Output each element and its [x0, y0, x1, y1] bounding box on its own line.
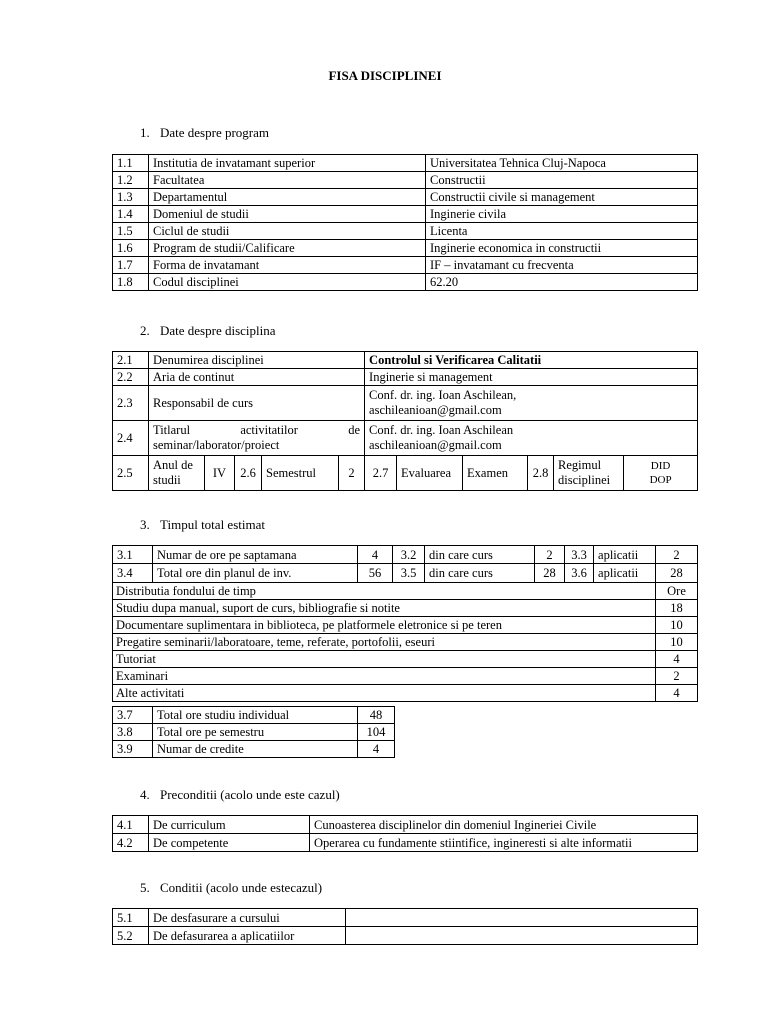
- row-id: 3.1: [113, 546, 153, 564]
- table-row: [113, 274, 698, 291]
- row-label: din care curs: [425, 564, 535, 583]
- row-value: [346, 909, 698, 927]
- table-row: [113, 257, 698, 274]
- row-label: Numar de ore pe saptamana: [153, 546, 358, 564]
- row-value: IF – invatamant cu frecventa: [426, 257, 698, 274]
- preconditions-table: [112, 815, 698, 852]
- table-row: [113, 421, 698, 456]
- row-id: 3.5: [393, 564, 425, 583]
- label-line: seminar/laborator/proiect: [153, 438, 280, 452]
- table-row: [113, 927, 698, 945]
- row-label: Program de studii/Calificare: [149, 240, 426, 257]
- seminar-holder: [365, 421, 698, 456]
- row-id: 3.8: [113, 724, 153, 741]
- evaluation-label: Evaluarea: [397, 456, 463, 491]
- table-row: [113, 724, 395, 741]
- course-lecturer: [365, 386, 698, 421]
- program-table: [112, 154, 698, 291]
- row-id: 3.3: [565, 546, 594, 564]
- row-value: Constructii civile si management: [426, 189, 698, 206]
- row-id: 4.2: [113, 834, 149, 852]
- row-id: 1.6: [113, 240, 149, 257]
- row-label: Numar de credite: [153, 741, 358, 758]
- section-1-heading: [140, 125, 269, 141]
- table-row: [113, 707, 395, 724]
- section-number: 3.: [140, 517, 150, 532]
- row-label: aplicatii: [594, 546, 656, 564]
- section-5-heading: [140, 880, 322, 896]
- conditions-table: [112, 908, 698, 945]
- row-id: 2.8: [528, 456, 554, 491]
- row-value: Cunoasterea disciplinelor din domeniul Ingineriei Civile: [310, 816, 698, 834]
- row-value: 62.20: [426, 274, 698, 291]
- section-number: 2.: [140, 323, 150, 338]
- label-line: disciplinei: [558, 473, 611, 487]
- row-label: Denumirea disciplinei: [149, 352, 365, 369]
- distribution-unit: Ore: [656, 583, 698, 600]
- row-id: 3.2: [393, 546, 425, 564]
- table-row: [113, 386, 698, 421]
- row-label: Total ore studiu individual: [153, 707, 358, 724]
- holder-name: Conf. dr. ing. Ioan Aschilean: [369, 423, 514, 437]
- year-value: IV: [205, 456, 235, 491]
- row-label: aplicatii: [594, 564, 656, 583]
- section-title: Preconditii (acolo unde este cazul): [160, 787, 340, 802]
- semester-label: Semestrul: [262, 456, 339, 491]
- distribution-item-hours: 4: [656, 685, 698, 702]
- table-row: [113, 583, 698, 600]
- row-value: Inginerie civila: [426, 206, 698, 223]
- label-line: studii: [153, 473, 181, 487]
- row-label: Institutia de invatamant superior: [149, 155, 426, 172]
- row-label: De defasurarea a aplicatiilor: [149, 927, 346, 945]
- regime-value-line: DID: [650, 460, 671, 472]
- distribution-item-label: Examinari: [113, 668, 656, 685]
- section-number: 4.: [140, 787, 150, 802]
- table-row: [113, 546, 698, 564]
- section-title: Date despre disciplina: [160, 323, 276, 338]
- row-value: 2: [535, 546, 565, 564]
- table-row: [113, 564, 698, 583]
- row-id: 5.2: [113, 927, 149, 945]
- table-row: [113, 634, 698, 651]
- table-row: [113, 741, 395, 758]
- table-row: [113, 668, 698, 685]
- table-row: [113, 369, 698, 386]
- row-value: [346, 927, 698, 945]
- row-value: 2: [656, 546, 698, 564]
- row-value: Inginerie si management: [365, 369, 698, 386]
- section-number: 5.: [140, 880, 150, 895]
- row-id: 1.7: [113, 257, 149, 274]
- row-label: [149, 421, 365, 456]
- row-label: Total ore din planul de inv.: [153, 564, 358, 583]
- row-label: Ciclul de studii: [149, 223, 426, 240]
- row-id: 2.3: [113, 386, 149, 421]
- row-label: din care curs: [425, 546, 535, 564]
- regime-value-line: DOP: [649, 474, 672, 486]
- row-value: 104: [358, 724, 395, 741]
- row-label: Forma de invatamant: [149, 257, 426, 274]
- row-label: De curriculum: [149, 816, 310, 834]
- row-label: Aria de continut: [149, 369, 365, 386]
- row-id: 3.7: [113, 707, 153, 724]
- row-id: 1.2: [113, 172, 149, 189]
- distribution-item-hours: 2: [656, 668, 698, 685]
- lecturer-email: aschileanioan@gmail.com: [369, 403, 502, 417]
- row-label: Departamentul: [149, 189, 426, 206]
- document-title: FISA DISCIPLINEI: [328, 68, 442, 83]
- row-label: Responsabil de curs: [149, 386, 365, 421]
- table-row: [113, 651, 698, 668]
- row-id: 3.4: [113, 564, 153, 583]
- row-label: Codul disciplinei: [149, 274, 426, 291]
- row-id: 1.5: [113, 223, 149, 240]
- section-title: Timpul total estimat: [160, 517, 265, 532]
- distribution-item-label: Tutoriat: [113, 651, 656, 668]
- table-row: [113, 834, 698, 852]
- section-number: 1.: [140, 125, 150, 140]
- distribution-item-hours: 10: [656, 634, 698, 651]
- table-row: [113, 685, 698, 702]
- section-3-heading: [140, 517, 265, 533]
- section-4-heading: [140, 787, 340, 803]
- row-value: Universitatea Tehnica Cluj-Napoca: [426, 155, 698, 172]
- row-value: Inginerie economica in constructii: [426, 240, 698, 257]
- distribution-item-label: Documentare suplimentara in biblioteca, pe platformele eletronice si pe teren: [113, 617, 656, 634]
- row-id: 2.2: [113, 369, 149, 386]
- row-id: 1.1: [113, 155, 149, 172]
- distribution-item-hours: 18: [656, 600, 698, 617]
- table-row: [113, 240, 698, 257]
- label-line: Regimul: [558, 458, 602, 472]
- label-line: [153, 423, 360, 438]
- row-label: Domeniul de studii: [149, 206, 426, 223]
- row-value: 28: [535, 564, 565, 583]
- table-row: [113, 617, 698, 634]
- row-label: De competente: [149, 834, 310, 852]
- row-id: 4.1: [113, 816, 149, 834]
- row-id: 2.7: [365, 456, 397, 491]
- totals-table: [112, 706, 395, 758]
- row-value: 56: [358, 564, 393, 583]
- row-value: Constructii: [426, 172, 698, 189]
- section-title: Conditii (acolo unde estecazul): [160, 880, 323, 895]
- lecturer-name: Conf. dr. ing. Ioan Aschilean,: [369, 388, 517, 402]
- section-2-heading: [140, 323, 276, 339]
- table-row: [113, 172, 698, 189]
- regime-label: [554, 456, 624, 491]
- row-id: 2.4: [113, 421, 149, 456]
- row-value: 4: [358, 546, 393, 564]
- row-id: 3.6: [565, 564, 594, 583]
- distribution-item-label: Studiu dupa manual, suport de curs, bibliografie si notite: [113, 600, 656, 617]
- table-row: [113, 456, 698, 491]
- table-row: [113, 206, 698, 223]
- holder-email: aschileanioan@gmail.com: [369, 438, 502, 452]
- row-id: 1.3: [113, 189, 149, 206]
- time-table: [112, 545, 698, 702]
- row-label: De desfasurare a cursului: [149, 909, 346, 927]
- row-id: 1.8: [113, 274, 149, 291]
- distribution-item-hours: 10: [656, 617, 698, 634]
- label-word: Titlarul: [153, 423, 191, 437]
- row-value: Licenta: [426, 223, 698, 240]
- label-word: de: [348, 423, 361, 437]
- discipline-name: Controlul si Verificarea Calitatii: [365, 352, 698, 369]
- table-row: [113, 352, 698, 369]
- row-label: Total ore pe semestru: [153, 724, 358, 741]
- evaluation-value: Examen: [463, 456, 528, 491]
- label-word: activitatilor: [240, 423, 298, 437]
- distribution-item-hours: 4: [656, 651, 698, 668]
- table-row: [113, 816, 698, 834]
- row-id: 2.1: [113, 352, 149, 369]
- distribution-item-label: Alte activitati: [113, 685, 656, 702]
- label-line: Anul de: [153, 458, 193, 472]
- row-id: 2.5: [113, 456, 149, 491]
- row-id: 1.4: [113, 206, 149, 223]
- table-row: [113, 189, 698, 206]
- table-row: [113, 600, 698, 617]
- row-value: 28: [656, 564, 698, 583]
- distribution-item-label: Pregatire seminarii/laboratoare, teme, referate, portofolii, eseuri: [113, 634, 656, 651]
- row-id: 5.1: [113, 909, 149, 927]
- row-label: Facultatea: [149, 172, 426, 189]
- row-value: 4: [358, 741, 395, 758]
- section-title: Date despre program: [160, 125, 270, 140]
- row-value: Operarea cu fundamente stiintifice, ingineresti si alte informatii: [310, 834, 698, 852]
- table-row: [113, 909, 698, 927]
- regime-value: [624, 456, 698, 491]
- semester-value: 2: [339, 456, 365, 491]
- table-row: [113, 155, 698, 172]
- row-id: 3.9: [113, 741, 153, 758]
- distribution-label: Distributia fondului de timp: [113, 583, 656, 600]
- row-value: 48: [358, 707, 395, 724]
- row-id: 2.6: [235, 456, 262, 491]
- discipline-table: [112, 351, 698, 491]
- year-label: [149, 456, 205, 491]
- table-row: [113, 223, 698, 240]
